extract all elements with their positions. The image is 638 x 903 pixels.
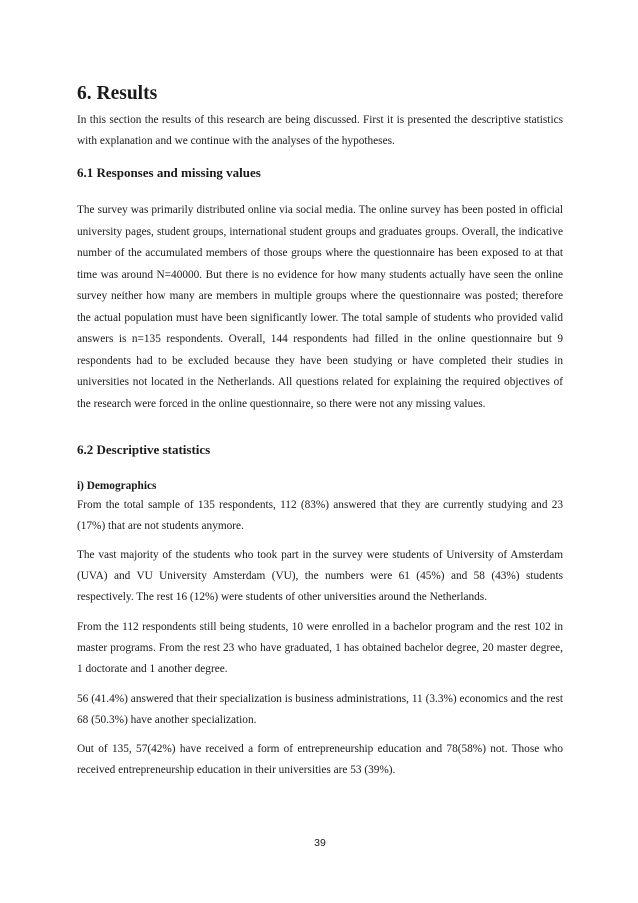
demographics-paragraph-universities: The vast majority of the students who took part in the survey were students of University of Amsterdam (UVA) and VU University Amsterdam (VU), the numbers were 61 (45%) and 58 (43%) students respectively. The rest 16 (12%) were students of other universities around the Netherlands. — [77, 549, 563, 604]
document-page — [77, 0, 563, 903]
demographics-paragraph-students: From the total sample of 135 respondents, 112 (83%) answered that they are currently studying and 23 (17%) that are not students anymore. — [77, 499, 563, 533]
section-title-results: 6. Results — [77, 83, 158, 104]
results-intro-paragraph: In this section the results of this research are being discussed. First it is presented the descriptive statistics with explanation and we continue with the analyses of the hypotheses. — [77, 114, 563, 148]
demographics-paragraph-specialization: 56 (41.4%) answered that their specialization is business administrations, 11 (3.3%) economics and the rest 68 (50.3%) have another specialization. — [77, 693, 563, 727]
responses-paragraph: The survey was primarily distributed online via social media. The online survey has been posted in official university pages, student groups, international student groups and graduates groups. Overall, the indicative number of the accumulated members of those groups where the questionnaire has been exposed to at that time was around N=40000. But there is no evidence for how many students actually have seen the online survey neither how many are members in multiple groups where the questionnaire was posted; therefore the actual population must have been significantly lower. The total sample of students who provided valid answers is n=135 respondents. Overall, 144 respondents had filled in the online questionnaire but 9 respondents had to be excluded because they have been studying or have completed their studies in universities not located in the Netherlands. All questions related for explaining the required objectives of the research were forced in the online questionnaire, so there were not any missing values. — [77, 204, 563, 410]
page-number: 39 — [314, 837, 326, 849]
demographics-subheading: i) Demographics — [77, 480, 157, 492]
subsection-title-descriptive: 6.2 Descriptive statistics — [77, 442, 211, 457]
demographics-paragraph-programs: From the 112 respondents still being students, 10 were enrolled in a bachelor program and the rest 102 in master programs. From the rest 23 who have graduated, 1 has obtained bachelor degree, 20 master degree, 1 doctorate and 1 another degree. — [77, 621, 563, 676]
demographics-paragraph-education: Out of 135, 57(42%) have received a form of entrepreneurship education and 78(58%) not. Those who received entrepreneurship education in their universities are 53 (39%). — [77, 743, 563, 777]
subsection-title-responses: 6.1 Responses and missing values — [77, 165, 261, 180]
